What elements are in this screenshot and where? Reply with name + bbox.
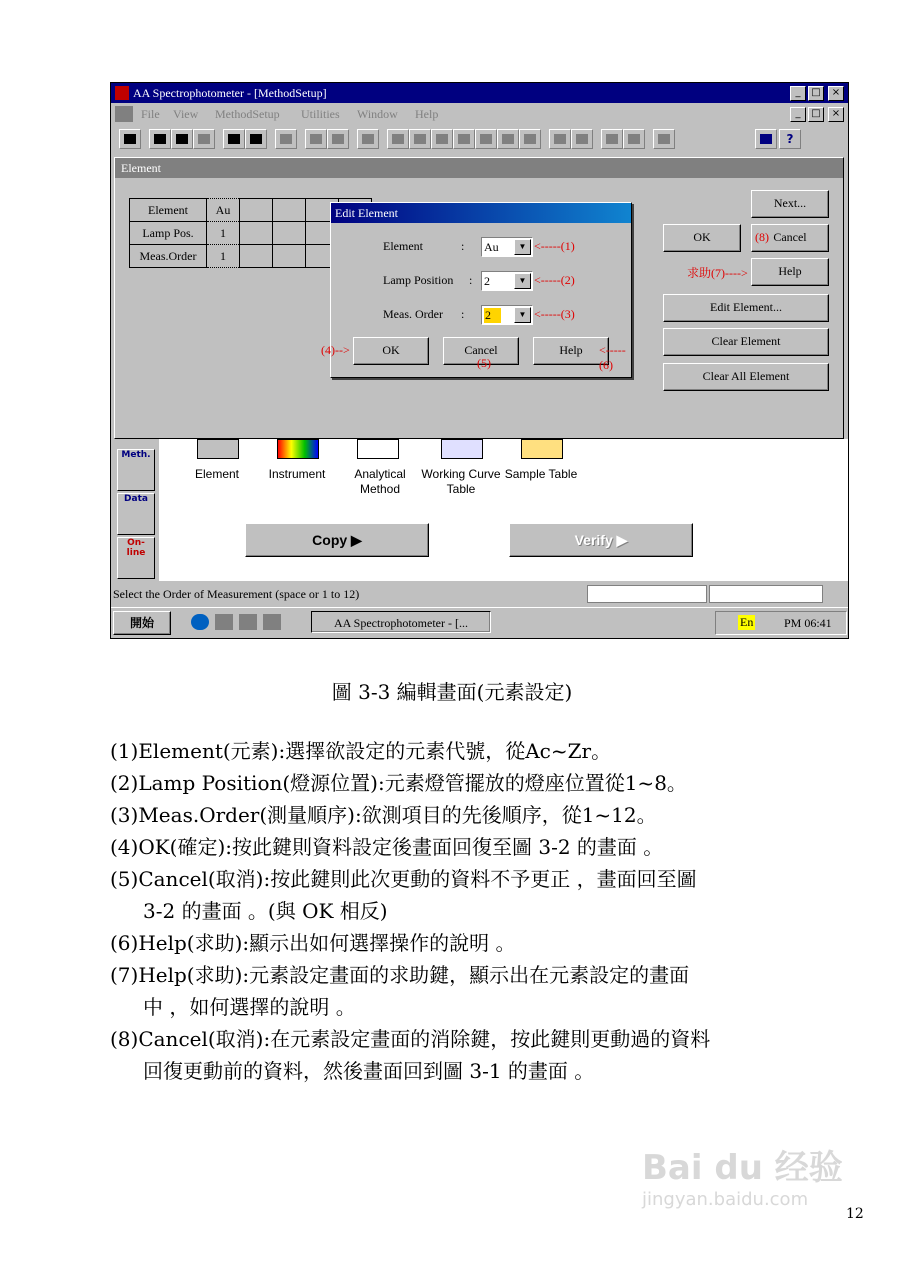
tool-icon[interactable] bbox=[623, 129, 645, 149]
grid-cell[interactable] bbox=[240, 199, 273, 222]
menu-help[interactable]: Help bbox=[415, 107, 439, 121]
method-panel bbox=[111, 439, 848, 581]
menu-methodsetup[interactable]: MethodSetup bbox=[215, 107, 280, 121]
dropdown-arrow-icon[interactable]: ▼ bbox=[514, 239, 531, 255]
grid-cell[interactable] bbox=[240, 245, 273, 268]
browser-icon[interactable] bbox=[191, 614, 209, 630]
document-icon bbox=[115, 106, 133, 122]
clear-element-button[interactable]: Clear Element bbox=[663, 328, 829, 356]
tool-icon[interactable] bbox=[653, 129, 675, 149]
meas-order-value: 2 bbox=[484, 308, 501, 323]
verify-button[interactable] bbox=[509, 523, 693, 557]
tool-icon[interactable] bbox=[275, 129, 297, 149]
dialog-ok-button[interactable]: OK bbox=[353, 337, 429, 365]
next-button[interactable]: Next... bbox=[751, 190, 829, 218]
menu-file[interactable]: File bbox=[141, 107, 160, 121]
desktop-icon[interactable] bbox=[215, 614, 233, 630]
page-number: 12 bbox=[846, 1206, 864, 1222]
data-button[interactable] bbox=[117, 493, 155, 535]
help-button[interactable]: Help bbox=[751, 258, 829, 286]
grid-label: Element bbox=[130, 199, 207, 222]
field-label-lamp-position: Lamp Position bbox=[383, 273, 454, 287]
child-minimize-button[interactable]: _ bbox=[790, 107, 806, 122]
grid-cell[interactable] bbox=[273, 199, 306, 222]
status-bar bbox=[111, 583, 848, 605]
paragraph: (7)Help(求助):元素設定畫面的求助鍵，顯示出在元素設定的畫面 bbox=[110, 963, 690, 987]
new-method-icon[interactable] bbox=[119, 129, 141, 149]
tool-icon[interactable] bbox=[409, 129, 431, 149]
watermark-url: jingyan.baidu.com bbox=[642, 1189, 809, 1210]
element-value: Au bbox=[484, 240, 499, 254]
annotation-6: <-----(6) bbox=[599, 343, 626, 372]
instrument-icon[interactable] bbox=[277, 439, 319, 459]
start-label: 開始 bbox=[129, 616, 154, 630]
analytical-method-icon-label: Analytical Method bbox=[354, 467, 406, 496]
tool-icon[interactable] bbox=[497, 129, 519, 149]
element-window-titlebar bbox=[115, 158, 843, 178]
annotation-8: (8) bbox=[755, 230, 769, 244]
system-tray bbox=[715, 611, 847, 635]
task-button[interactable] bbox=[311, 611, 491, 633]
tool-icon[interactable] bbox=[475, 129, 497, 149]
working-curve-table-icon[interactable] bbox=[441, 439, 483, 459]
working-curve-table-icon-label: Working Curve Table bbox=[421, 467, 501, 496]
status-text: Select the Order of Measurement (space or 1 to 12) bbox=[113, 587, 360, 601]
tool-icon[interactable] bbox=[387, 129, 409, 149]
paragraph: (4)OK(確定):按此鍵則資料設定後畫面回復至圖 3-2 的畫面 。 bbox=[110, 835, 664, 859]
dialog-help-button[interactable]: Help bbox=[533, 337, 609, 365]
watermark bbox=[642, 1140, 843, 1210]
edit-element-titlebar bbox=[331, 203, 631, 223]
app-titlebar bbox=[111, 83, 848, 103]
annotation-3: <-----(3) bbox=[534, 307, 575, 321]
menu-bar bbox=[111, 104, 848, 124]
monitor-icon[interactable] bbox=[755, 129, 777, 149]
close-button[interactable]: × bbox=[828, 86, 844, 101]
edit-element-title: Edit Element bbox=[335, 206, 398, 220]
dropdown-arrow-icon[interactable]: ▼ bbox=[514, 273, 531, 289]
tool-icon[interactable] bbox=[549, 129, 571, 149]
element-window-title: Element bbox=[121, 161, 161, 175]
start-button[interactable] bbox=[113, 611, 171, 635]
paragraph: (6)Help(求助):顯示出如何選擇操作的說明 。 bbox=[110, 931, 516, 955]
mail-icon[interactable] bbox=[239, 614, 257, 630]
analytical-method-icon[interactable] bbox=[357, 439, 399, 459]
meas-order-combo[interactable] bbox=[481, 305, 533, 325]
app-screenshot bbox=[110, 82, 849, 639]
taskbar bbox=[111, 607, 848, 639]
annotation-5: (5) bbox=[477, 356, 491, 370]
minimize-button[interactable]: _ bbox=[790, 86, 806, 101]
grid-cell[interactable]: 1 bbox=[207, 245, 240, 268]
tool-icon[interactable] bbox=[431, 129, 453, 149]
dropdown-arrow-icon[interactable]: ▼ bbox=[514, 307, 531, 323]
tool-icon[interactable] bbox=[357, 129, 379, 149]
edit-element-button[interactable]: Edit Element... bbox=[663, 294, 829, 322]
app-title: AA Spectrophotometer - [MethodSetup] bbox=[133, 86, 327, 100]
element-combo[interactable] bbox=[481, 237, 533, 257]
app-logo-icon bbox=[115, 86, 129, 100]
grid-cell[interactable]: Au bbox=[207, 199, 240, 222]
tool-icon[interactable] bbox=[305, 129, 327, 149]
field-sep: : bbox=[461, 239, 465, 253]
field-sep: : bbox=[469, 273, 473, 287]
arrow-right-icon: ▶ bbox=[616, 532, 628, 548]
clear-all-element-button[interactable]: Clear All Element bbox=[663, 363, 829, 391]
meth-label: Meth. bbox=[121, 450, 151, 460]
grid-cell[interactable] bbox=[240, 222, 273, 245]
clock: PM 06:41 bbox=[784, 616, 832, 630]
paragraph: 回復更動前的資料，然後畫面回到圖 3-1 的畫面 。 bbox=[143, 1059, 595, 1083]
element-icon-label: Element bbox=[194, 467, 240, 481]
open-folder-icon[interactable] bbox=[149, 129, 171, 149]
annotation-4: (4)--> bbox=[321, 343, 350, 357]
grid-cell[interactable] bbox=[273, 245, 306, 268]
tool-icon[interactable] bbox=[453, 129, 475, 149]
sample-table-icon-label: Sample Table bbox=[504, 467, 578, 481]
paragraph: (5)Cancel(取消):按此鍵則此次更動的資料不予更正 ，畫面回至圖 bbox=[110, 867, 697, 891]
grid-label: Lamp Pos. bbox=[130, 222, 207, 245]
online-button[interactable] bbox=[117, 537, 155, 579]
sample-table-icon[interactable] bbox=[521, 439, 563, 459]
meth-button[interactable] bbox=[117, 449, 155, 491]
edit-element-dialog bbox=[321, 202, 632, 378]
field-sep: : bbox=[461, 307, 465, 321]
lamp-position-combo[interactable] bbox=[481, 271, 533, 291]
dialog-cancel-button[interactable]: Cancel bbox=[443, 337, 519, 365]
child-restore-button[interactable]: □ bbox=[808, 107, 824, 122]
help-question-icon[interactable]: ? bbox=[779, 129, 801, 149]
menu-window[interactable]: Window bbox=[357, 107, 398, 121]
status-field bbox=[587, 585, 707, 603]
grid-cell[interactable]: 1 bbox=[207, 222, 240, 245]
report-icon[interactable] bbox=[245, 129, 267, 149]
element-window bbox=[114, 157, 844, 439]
tool-icon[interactable] bbox=[601, 129, 623, 149]
grid-label: Meas.Order bbox=[130, 245, 207, 268]
ok-button[interactable]: OK bbox=[663, 224, 741, 252]
child-close-button[interactable]: × bbox=[828, 107, 844, 122]
online-label: On-line bbox=[126, 538, 146, 558]
paragraph: (2)Lamp Position(燈源位置):元素燈管擺放的燈座位置從1~8。 bbox=[110, 771, 687, 795]
element-icon[interactable] bbox=[197, 439, 239, 459]
task-label: AA Spectrophotometer - [... bbox=[334, 616, 468, 630]
tool-icon[interactable] bbox=[327, 129, 349, 149]
annotation-1: <-----(1) bbox=[534, 239, 575, 253]
language-indicator[interactable]: En bbox=[740, 615, 754, 629]
menu-utilities[interactable]: Utilities bbox=[301, 107, 340, 121]
status-field bbox=[709, 585, 823, 603]
figure-caption: 圖 3-3 編輯畫面(元素設定) bbox=[331, 680, 573, 704]
cancel-button[interactable]: Cancel bbox=[751, 224, 829, 252]
paragraph: 3-2 的畫面 。(與 OK 相反) bbox=[143, 899, 388, 923]
channel-icon[interactable] bbox=[263, 614, 281, 630]
copy-label: Copy bbox=[312, 532, 348, 548]
annotation-2: <-----(2) bbox=[534, 273, 575, 287]
tool-icon[interactable] bbox=[571, 129, 593, 149]
copy-button[interactable] bbox=[245, 523, 429, 557]
arrow-right-icon: ▶ bbox=[351, 532, 362, 548]
paragraph: (3)Meas.Order(測量順序):欲測項目的先後順序，從1~12。 bbox=[110, 803, 657, 827]
save-disk-icon[interactable] bbox=[171, 129, 193, 149]
paragraph: 中 ，如何選擇的說明 。 bbox=[143, 995, 356, 1019]
annotation-7: 求助(7)----> bbox=[687, 266, 748, 280]
grid-cell[interactable] bbox=[273, 222, 306, 245]
toolbar bbox=[111, 125, 848, 151]
tool-icon[interactable] bbox=[519, 129, 541, 149]
verify-label: Verify bbox=[574, 532, 613, 548]
paragraph: (1)Element(元素):選擇欲設定的元素代號，從Ac~Zr。 bbox=[110, 739, 612, 763]
watermark-logo: Bai du 经验 bbox=[642, 1148, 843, 1188]
field-label-element: Element bbox=[383, 239, 423, 253]
lamp-position-value: 2 bbox=[484, 274, 490, 288]
maximize-button[interactable]: □ bbox=[808, 86, 824, 101]
paragraph: (8)Cancel(取消):在元素設定畫面的消除鍵，按此鍵則更動過的資料 bbox=[110, 1027, 711, 1051]
data-label: Data bbox=[124, 494, 148, 504]
field-label-meas-order: Meas. Order bbox=[383, 307, 443, 321]
menu-view[interactable]: View bbox=[173, 107, 199, 121]
edit-pen-icon[interactable] bbox=[193, 129, 215, 149]
print-icon[interactable] bbox=[223, 129, 245, 149]
instrument-icon-label: Instrument bbox=[268, 467, 326, 481]
